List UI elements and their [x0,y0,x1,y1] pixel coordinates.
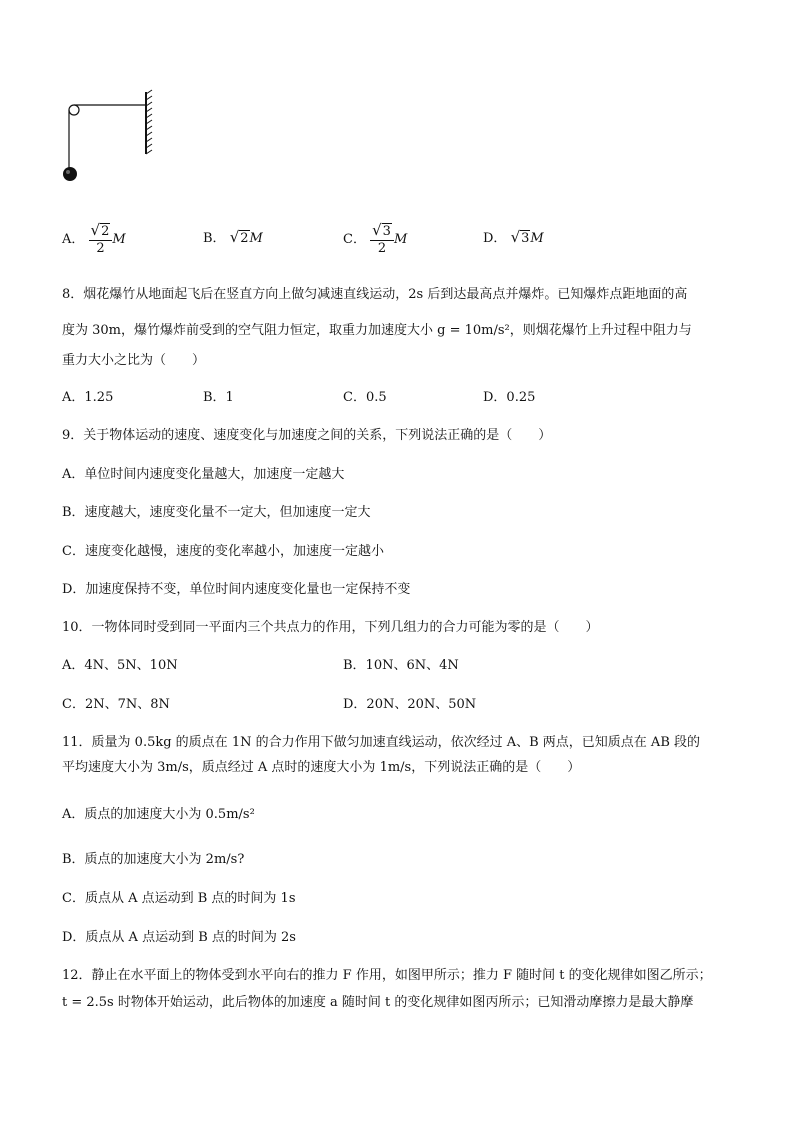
pulley-figure [60,88,160,192]
q7-option-d: D． √3M [483,228,544,246]
q11-stem-line-2: 平均速度大小为 3m/s，质点经过 A 点时的速度大小为 1m/s，下列说法正确的是（ ） [62,760,581,775]
variable: M [249,231,263,246]
q9-option-d: D．加速度保持不变，单位时间内速度变化量也一定保持不变 [62,582,411,597]
q10-option-c: C．2N、7N、8N [62,697,170,712]
denominator: 2 [377,241,387,256]
fraction: $\frac{√3}{2}$ [370,222,394,257]
q10-option-d: D．20N、20N、50N [343,697,477,712]
q8-stem-line-3: 重力大小之比为（ ） [62,353,206,368]
q7-option-a [62,222,126,257]
q8-stem-line-2: 度为 30m，爆竹爆炸前受到的空气阻力恒定，取重力加速度大小 g = 10m/s²，则烟花爆竹上升过程中阻力与 [62,323,692,338]
q8-option-d: D．0.25 [483,390,536,405]
option-letter: D． [483,231,507,246]
q10-option-b: B．10N、6N、4N [343,658,459,673]
radicand: 3 [382,224,391,239]
variable: M [112,232,126,247]
q12-stem-line-2: t = 2.5s 时物体开始运动，此后物体的加速度 a 随时间 t 的变化规律如图丙所示；已知滑动摩擦力是最大静摩 [62,995,694,1010]
q11-option-d: D．质点从 A 点运动到 B 点的时间为 2s [62,930,296,945]
q7-option-c [343,222,407,257]
q11-option-a: A．质点的加速度大小为 0.5m/s² [62,807,255,822]
q8-stem-line-1: 8．烟花爆竹从地面起飞后在竖直方向上做匀减速直线运动，2s 后到达最高点并爆炸。已知爆炸点距地面的高 [62,287,688,302]
option-letter: C． [343,232,366,247]
q8-option-a: A．1.25 [62,390,114,405]
q9-option-c: C．速度变化越慢，速度的变化率越小，加速度一定越小 [62,544,384,559]
q10-stem: 10．一物体同时受到同一平面内三个共点力的作用，下列几组力的合力可能为零的是（ ） [62,620,599,635]
fraction: $\frac{√2}{2}$ [89,222,113,257]
q9-option-b: B．速度越大，速度变化量不一定大，但加速度一定大 [62,505,371,520]
q9-option-a: A．单位时间内速度变化量越大，加速度一定越大 [62,467,345,482]
q11-option-c: C．质点从 A 点运动到 B 点的时间为 1s [62,891,296,906]
q11-option-b: B．质点的加速度大小为 2m/s? [62,852,245,867]
q7-option-b: B． √2M [203,228,263,246]
denominator: 2 [96,241,105,256]
variable: M [393,232,408,247]
variable: M [530,231,544,246]
option-letter: A． [62,232,85,247]
q9-stem: 9．关于物体运动的速度、速度变化与加速度之间的关系，下列说法正确的是（ ） [62,428,552,443]
q8-option-c: C．0.5 [343,390,387,405]
radicand: 2 [240,231,249,246]
q8-option-b: B．1 [203,390,234,405]
q11-stem-line-1: 11．质量为 0.5kg 的质点在 1N 的合力作用下做匀加速直线运动，依次经过 A、B 两点，已知质点在 AB 段的 [62,735,701,750]
q10-option-a: A．4N、5N、10N [62,658,178,673]
pulley-diagram [60,88,160,188]
q12-stem-line-1: 12．静止在水平面上的物体受到水平向右的推力 F 作用，如图甲所示；推力 F 随时间 t 的变化规律如图乙所示； [62,968,712,983]
radicand: 2 [101,224,110,239]
option-letter: B． [203,231,226,246]
radicand: 3 [521,231,530,246]
